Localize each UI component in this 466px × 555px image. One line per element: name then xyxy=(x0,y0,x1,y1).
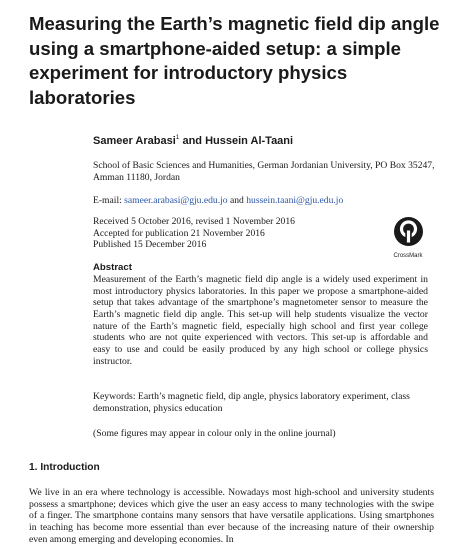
section-body: We live in an era where technology is accessible. Nowadays most high-school and university students possess a smartphone; devices which give the user an easy access to many technologies with the swipe of a finger. The smartphone contains many sensors that have versatile applications. Using smartphones in teaching has become more essential than ever because of the increasing nature of their ownership even among emerging and developing economies. In xyxy=(29,487,434,545)
crossmark-icon xyxy=(393,216,424,247)
abstract-text: Measurement of the Earth’s magnetic field dip angle is a widely used experiment in most introductory physics laboratories. In this paper we propose a smartphone-aided setup that takes advantage of the smartphone’s magnetometer sensor to measure the Earth’s magnetic field dip angle. This set-up will help students visualize the vector nature of the Earth’s magnetic field, especially high school and first year college students who are not quite experienced with vectors. This set-up is affordable and easy to use and could be easily produced by any high school or college physics instructor. xyxy=(93,274,428,367)
affiliation-marker: 1 xyxy=(175,134,180,141)
abstract-heading: Abstract xyxy=(93,262,132,273)
email-link[interactable]: sameer.arabasi@gju.edu.jo xyxy=(124,195,228,206)
section-heading: 1. Introduction xyxy=(29,462,100,473)
author-connector: and xyxy=(179,135,206,147)
email-line xyxy=(93,195,343,206)
received-date: Received 5 October 2016, revised 1 November 2016 xyxy=(93,216,295,227)
author-name: Hussein Al-Taani xyxy=(205,135,294,147)
email-label: E-mail: xyxy=(93,195,125,206)
email-connector: and xyxy=(227,195,247,206)
crossmark-badge[interactable] xyxy=(388,216,428,259)
paper-title: Measuring the Earth’s magnetic field dip angle using a smartphone-aided setup: a simple experiment for introductory physics laboratories xyxy=(29,13,440,108)
publication-dates xyxy=(93,216,295,251)
email-link[interactable]: hussein.taani@gju.edu.jo xyxy=(246,195,344,206)
colour-note: (Some figures may appear in colour only in the online journal) xyxy=(93,428,336,439)
published-date: Published 15 December 2016 xyxy=(93,239,207,251)
accepted-date: Accepted for publication 21 November 2016 xyxy=(93,227,265,239)
crossmark-label: CrossMark xyxy=(393,253,423,259)
keywords: Keywords: Earth’s magnetic field, dip angle, physics laboratory experiment, class demonstration, physics education xyxy=(93,391,410,414)
author-list xyxy=(93,134,293,147)
author-name: Sameer Arabasi xyxy=(93,135,176,147)
affiliation: School of Basic Sciences and Humanities, German Jordanian University, PO Box 35247, Amman 11180, Jordan xyxy=(93,160,435,183)
